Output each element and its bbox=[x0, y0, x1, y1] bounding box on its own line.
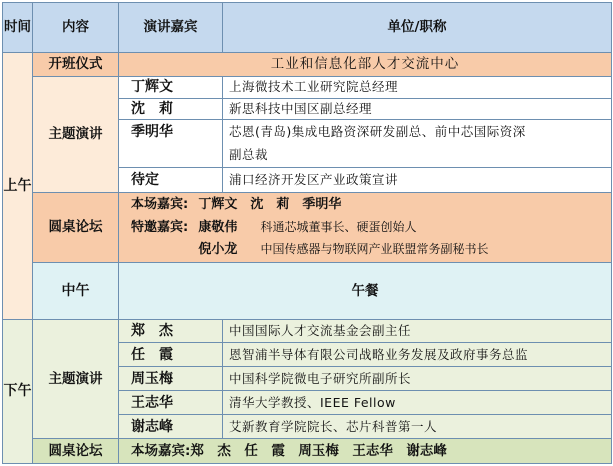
speaker-name: 季明华 bbox=[119, 120, 223, 144]
roundtable-line-guest bbox=[131, 216, 611, 238]
speaker-org: 中国国际人才交流基金会副主任 bbox=[223, 319, 612, 343]
header-row bbox=[3, 3, 612, 53]
roundtable-guests-label: 特邀嘉宾: bbox=[131, 220, 189, 236]
speaker-org: 清华大学教授、IEEE Fellow bbox=[223, 391, 612, 415]
guest-name: 康敬伟 bbox=[198, 220, 238, 236]
header-time: 时间 bbox=[3, 3, 33, 53]
speaker-org: 新思科技中国区副总经理 bbox=[223, 98, 612, 120]
roundtable-hosts-names: 丁辉文 沈 莉 季明华 bbox=[198, 197, 342, 213]
speaker-name: 任 霞 bbox=[119, 343, 223, 367]
guest-org: 中国传感器与物联网产业联盟常务副秘书长 bbox=[260, 242, 489, 257]
speaker-org: 副总裁 bbox=[223, 144, 612, 168]
speaker-name: 郑 杰 bbox=[119, 319, 223, 343]
morning-roundtable-row bbox=[3, 192, 612, 262]
period-morning: 上午 bbox=[3, 52, 33, 319]
speaker-name: 沈 莉 bbox=[119, 98, 223, 120]
speaker-org: 上海微技术工业研究院总经理 bbox=[223, 76, 612, 98]
speaker-name bbox=[119, 144, 223, 168]
speaker-name: 周玉梅 bbox=[119, 367, 223, 391]
guest-name: 倪小龙 bbox=[198, 242, 238, 258]
afternoon-roundtable-label: 圆桌论坛 bbox=[33, 438, 119, 463]
period-noon: 中午 bbox=[33, 262, 119, 319]
morning-opening-row bbox=[3, 52, 612, 76]
speaker-org: 艾新教育学院院长、芯片科普第一人 bbox=[223, 415, 612, 439]
morning-roundtable-label: 圆桌论坛 bbox=[33, 192, 119, 262]
speaker-org: 中国科学院微电子研究所副所长 bbox=[223, 367, 612, 391]
speaker-name: 王志华 bbox=[119, 391, 223, 415]
afternoon-roundtable-row bbox=[3, 438, 612, 463]
roundtable-hosts-label: 本场嘉宾: bbox=[131, 197, 189, 213]
lunch-cell: 午餐 bbox=[119, 262, 612, 319]
afternoon-keynote-label: 主题演讲 bbox=[33, 319, 119, 438]
afternoon-keynote-row bbox=[3, 319, 612, 343]
morning-keynote-row bbox=[3, 76, 612, 98]
header-speaker: 演讲嘉宾 bbox=[119, 3, 223, 53]
speaker-org: 芯恩(青岛)集成电路资深研发副总、前中芯国际资深 bbox=[223, 120, 612, 144]
header-org: 单位/职称 bbox=[223, 3, 612, 53]
schedule-table bbox=[2, 2, 612, 464]
roundtable-line-guest bbox=[131, 238, 611, 260]
header-content: 内容 bbox=[33, 3, 119, 53]
guest-org: 科通芯城董事长、硬蛋创始人 bbox=[260, 220, 417, 235]
morning-roundtable-content bbox=[119, 192, 612, 262]
period-afternoon: 下午 bbox=[3, 319, 33, 463]
roundtable-line-hosts bbox=[131, 194, 611, 216]
speaker-name: 谢志峰 bbox=[119, 415, 223, 439]
speaker-name: 待定 bbox=[119, 168, 223, 193]
morning-keynote-label: 主题演讲 bbox=[33, 76, 119, 192]
speaker-org: 恩智浦半导体有限公司战略业务发展及政府事务总监 bbox=[223, 343, 612, 367]
speaker-name: 丁辉文 bbox=[119, 76, 223, 98]
noon-row bbox=[3, 262, 612, 319]
opening-label: 开班仪式 bbox=[33, 52, 119, 76]
speaker-org: 浦口经济开发区产业政策宣讲 bbox=[223, 168, 612, 193]
opening-org: 工业和信息化部人才交流中心 bbox=[119, 52, 612, 76]
afternoon-roundtable-content: 本场嘉宾:郑 杰 任 霞 周玉梅 王志华 谢志峰 bbox=[119, 438, 612, 463]
